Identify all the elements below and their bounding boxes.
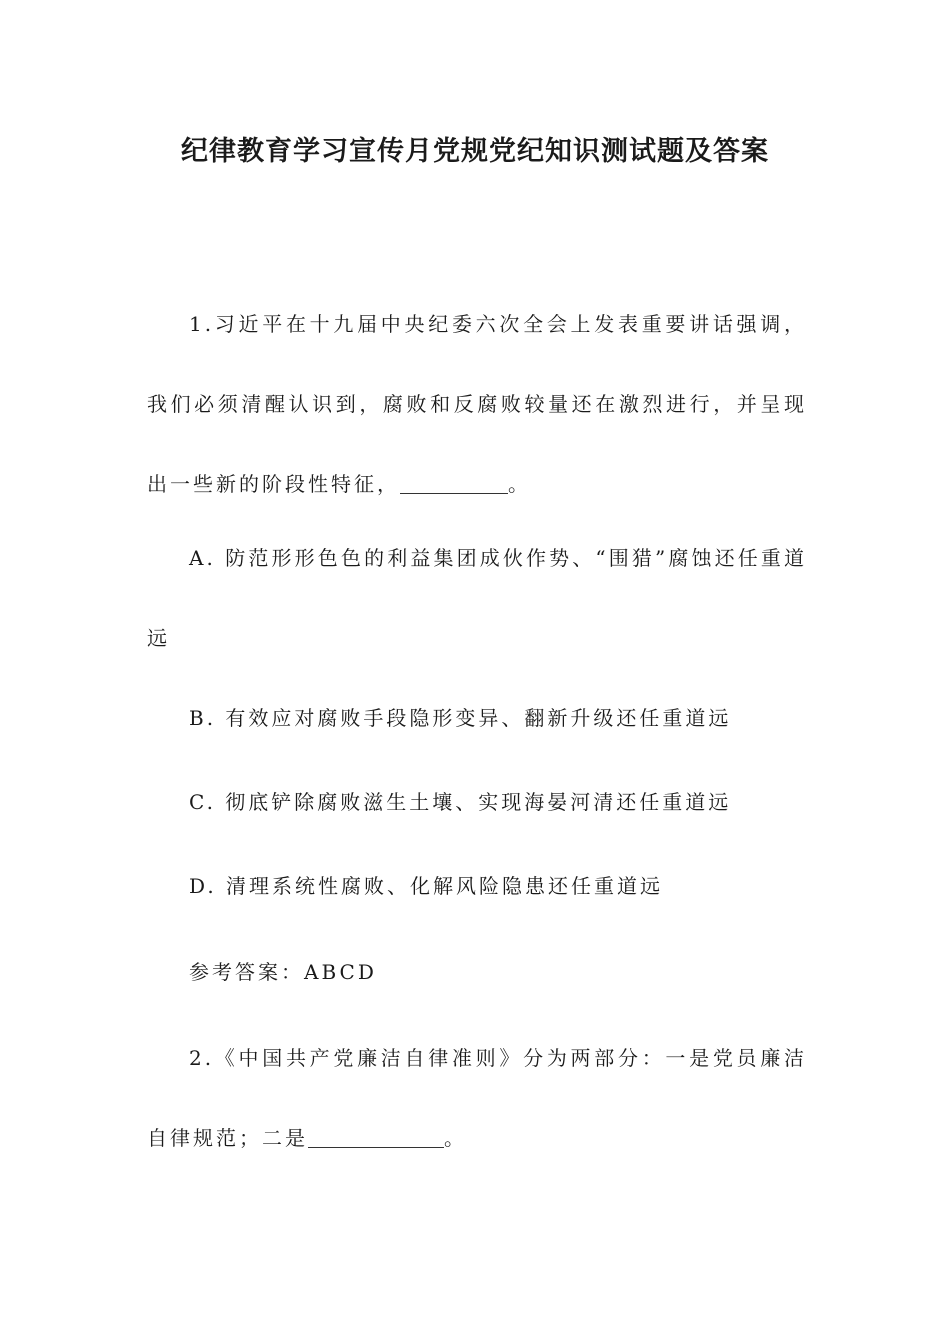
question-1-option-b: B. 有效应对腐败手段隐形变异、翻新升级还任重道远 [189,706,732,730]
answer-blank [308,1129,444,1148]
answer-blank [400,475,508,494]
question-2-stem-text: 2.《中国共产党廉洁自律准则》分为两部分：一是党员廉洁自律规范；二是 [147,1046,807,1150]
question-2-stem [147,1018,807,1178]
question-1-stem-text: 1.习近平在十九届中央纪委六次全会上发表重要讲话强调，我们必须清醒认识到，腐败和反腐败较量还在激烈进行，并呈现出一些新的阶段性特征， [147,312,807,496]
question-1-option-c: C. 彻底铲除腐败滋生土壤、实现海晏河清还任重道远 [189,790,732,814]
question-1-option-a: A. 防范形形色色的利益集团成伙作势、“围猎”腐蚀还任重道远 [147,546,807,650]
document-title: 纪律教育学习宣传月党规党纪知识测试题及答案 [181,136,769,167]
question-1-answer: 参考答案：ABCD [189,960,377,984]
question-1-stem-end: 。 [508,472,531,496]
question-2-stem-end: 。 [444,1126,467,1150]
question-1-stem [147,284,807,524]
question-1-option-d: D. 清理系统性腐败、化解风险隐患还任重道远 [189,874,664,898]
